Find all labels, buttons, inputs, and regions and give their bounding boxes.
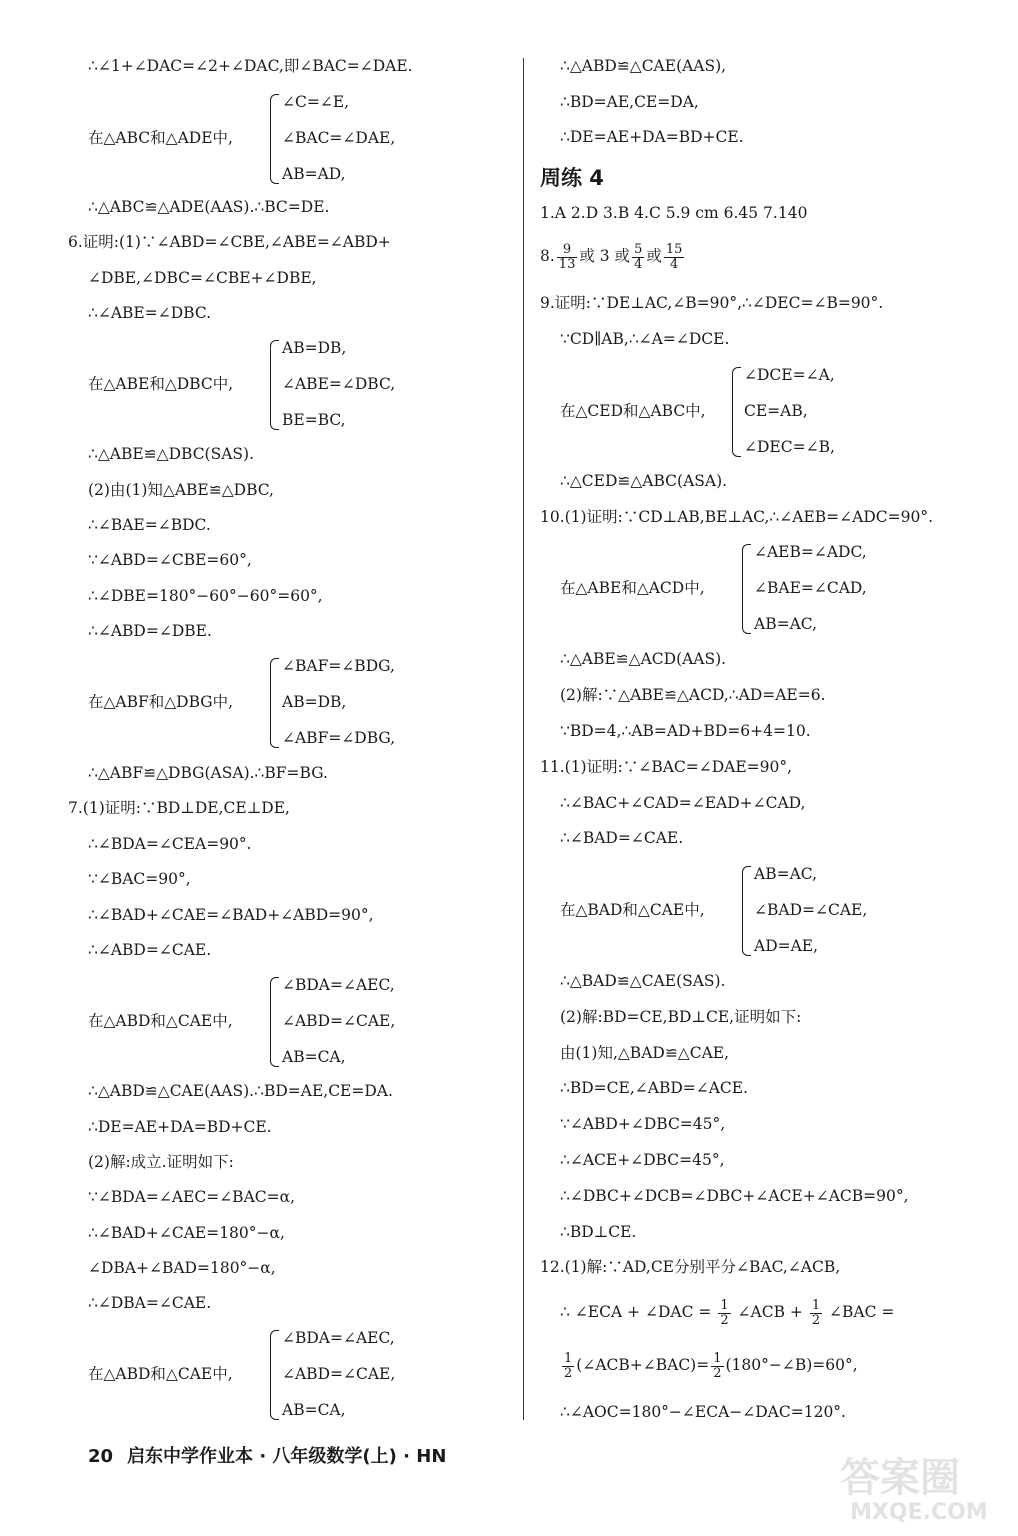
text-line: ∵∠ABD+∠DBC=45°, xyxy=(560,1115,726,1133)
fraction xyxy=(718,1299,730,1328)
system-line: AB=DB, xyxy=(282,693,347,711)
text-line: ∴∠1+∠DAC=∠2+∠DAC,即∠BAC=∠DAE. xyxy=(88,57,413,75)
denominator: 4 xyxy=(634,256,643,272)
text-line: ∴∠ABD=∠CAE. xyxy=(88,941,212,959)
system-line: AB=AC, xyxy=(754,615,817,633)
text: (∠ACB+∠BAC)= xyxy=(576,1356,710,1374)
system-prefix: 在△CED和△ABC中, xyxy=(560,402,706,420)
text-line: ∴∠BAD+∠CAE=∠BAD+∠ABD=90°, xyxy=(88,906,374,924)
system-line: AB=AC, xyxy=(754,865,817,883)
text-line: ∴DE=AE+DA=BD+CE. xyxy=(88,1118,272,1136)
text-line: ∴△ABC≌△ADE(AAS).∴BC=DE. xyxy=(88,198,330,216)
equation-line xyxy=(560,1348,858,1382)
numerator: 1 xyxy=(564,1350,573,1366)
text-line: ∴∠BAD+∠CAE=180°−α, xyxy=(88,1224,285,1242)
text-line: 9.证明:∵DE⊥AC,∠B=90°,∴∠DEC=∠B=90°. xyxy=(540,294,884,312)
system-prefix: 在△BAD和△CAE中, xyxy=(560,901,705,919)
text-line: ∴∠BDA=∠CEA=90°. xyxy=(88,835,252,853)
text: ∴ ∠ECA + ∠DAC = xyxy=(560,1303,712,1321)
system-line: ∠DEC=∠B, xyxy=(744,438,835,456)
column-divider xyxy=(523,58,524,1420)
system-line: ∠ABD=∠CAE, xyxy=(282,1012,396,1030)
system-line: ∠BAD=∠CAE, xyxy=(754,901,868,919)
text-line: ∴∠DBC+∠DCB=∠DBC+∠ACE+∠ACB=90°, xyxy=(560,1187,909,1205)
text-line: (2)解:∵△ABE≌△ACD,∴AD=AE=6. xyxy=(560,686,826,704)
text-line: ∴△BAD≌△CAE(SAS). xyxy=(560,972,726,990)
system-line: ∠BDA=∠AEC, xyxy=(282,1329,395,1347)
text: 或 xyxy=(646,247,662,265)
text-line: ∴△ABF≌△DBG(ASA).∴BF=BG. xyxy=(88,764,328,782)
text-line: ∴△ABE≌△DBC(SAS). xyxy=(88,445,255,463)
denominator: 4 xyxy=(669,256,679,272)
fraction xyxy=(632,243,644,272)
text-line: 由(1)知,△BAD≌△CAE, xyxy=(560,1044,730,1062)
text-line: ∴△ABE≌△ACD(AAS). xyxy=(560,650,727,668)
system-prefix: 在△ABE和△ACD中, xyxy=(560,579,705,597)
system-line: AB=AD, xyxy=(282,165,346,183)
system-line: ∠BAE=∠CAD, xyxy=(754,579,867,597)
text: ∠ACB + xyxy=(737,1303,803,1321)
system-line: AB=CA, xyxy=(282,1048,346,1066)
brace xyxy=(742,866,751,956)
text-line: 12.(1)解:∵AD,CE分别平分∠BAC,∠ACB, xyxy=(540,1258,841,1276)
text-line: ∴BD=CE,∠ABD=∠ACE. xyxy=(560,1079,749,1097)
system-line: ∠BAF=∠BDG, xyxy=(282,657,395,675)
numerator: 9 xyxy=(557,243,578,258)
text-line: ∵BD=4,∴AB=AD+BD=6+4=10. xyxy=(560,722,811,740)
text-line: ∵∠BDA=∠AEC=∠BAC=α, xyxy=(88,1188,296,1206)
equation-line xyxy=(560,1295,894,1329)
text-line: ∵∠ABD=∠CBE=60°, xyxy=(88,551,252,569)
denominator: 2 xyxy=(811,1312,821,1328)
system-prefix: 在△ABF和△DBG中, xyxy=(88,693,234,711)
brace xyxy=(270,977,279,1067)
numerator: 15 xyxy=(665,241,683,257)
text-line: ∴∠ABE=∠DBC. xyxy=(88,304,212,322)
system-line: ∠DCE=∠A, xyxy=(744,366,835,384)
page-footer xyxy=(88,1442,446,1468)
system-line: ∠ABF=∠DBG, xyxy=(282,729,396,747)
brace xyxy=(732,367,741,457)
text-line: ∴BD=AE,CE=DA, xyxy=(560,93,699,111)
denominator: 2 xyxy=(713,1365,722,1381)
system-line: CE=AB, xyxy=(744,402,808,420)
numerator: 1 xyxy=(720,1297,729,1313)
answer-line: 1.A 2.D 3.B 4.C 5.9 cm 6.45 7.140 xyxy=(540,204,808,222)
denominator: 2 xyxy=(564,1365,573,1381)
item-number: 8. xyxy=(540,247,555,265)
system-prefix: 在△ABD和△CAE中, xyxy=(88,1012,233,1030)
system-line: AB=DB, xyxy=(282,339,347,357)
text-line: ∴△ABD≌△CAE(AAS).∴BD=AE,CE=DA. xyxy=(88,1082,393,1100)
system-line: ∠BAC=∠DAE, xyxy=(282,129,396,147)
text-line: (2)解:成立.证明如下: xyxy=(88,1153,234,1171)
book-title: 启东中学作业本 · 八年级数学(上) · HN xyxy=(127,1446,447,1467)
fraction xyxy=(664,243,685,272)
text-line: ∵CD∥AB,∴∠A=∠DCE. xyxy=(560,330,730,348)
numerator: 1 xyxy=(713,1350,722,1366)
brace xyxy=(270,94,279,184)
system-line: AD=AE, xyxy=(754,937,819,955)
section-title: 周练 4 xyxy=(540,166,604,190)
system-line: ∠AEB=∠ADC, xyxy=(754,543,867,561)
text-line: ∴△ABD≌△CAE(AAS), xyxy=(560,57,727,75)
fraction xyxy=(562,1352,574,1381)
text-line: (2)解:BD=CE,BD⊥CE,证明如下: xyxy=(560,1008,802,1026)
text-line: 11.(1)证明:∵∠BAC=∠DAE=90°, xyxy=(540,758,793,776)
text-line: ∴∠BAD=∠CAE. xyxy=(560,829,684,847)
text-line: ∴∠ABD=∠DBE. xyxy=(88,622,212,640)
denominator: 2 xyxy=(720,1312,729,1328)
system-prefix: 在△ABD和△CAE中, xyxy=(88,1365,233,1383)
text-line: ∵∠BAC=90°, xyxy=(88,870,191,888)
watermark-logo: 答案圈 xyxy=(840,1455,960,1501)
system-line: BE=BC, xyxy=(282,411,346,429)
system-line: ∠C=∠E, xyxy=(282,93,350,111)
system-line: ∠ABE=∠DBC, xyxy=(282,375,396,393)
text-line: 10.(1)证明:∵CD⊥AB,BE⊥AC,∴∠AEB=∠ADC=90°. xyxy=(540,508,934,526)
text-line: ∴∠BAE=∠BDC. xyxy=(88,516,211,534)
system-line: ∠BDA=∠AEC, xyxy=(282,976,395,994)
system-prefix: 在△ABC和△ADE中, xyxy=(88,129,233,147)
answer-line-fractions xyxy=(540,240,686,272)
text-line: ∴△CED≌△ABC(ASA). xyxy=(560,472,728,490)
fraction xyxy=(711,1352,723,1381)
fraction xyxy=(810,1299,822,1328)
text-line: ∴∠DBE=180°−60°−60°=60°, xyxy=(88,587,323,605)
text-line: ∴∠AOC=180°−∠ECA−∠DAC=120°. xyxy=(560,1403,846,1421)
text-line: 7.(1)证明:∵BD⊥DE,CE⊥DE, xyxy=(68,799,290,817)
brace xyxy=(270,658,279,748)
text-line: ∴DE=AE+DA=BD+CE. xyxy=(560,128,744,146)
brace xyxy=(742,544,751,634)
numerator: 5 xyxy=(634,241,643,257)
text-line: ∴BD⊥CE. xyxy=(560,1223,637,1241)
brace xyxy=(270,1330,279,1420)
text-line: ∠DBE,∠DBC=∠CBE+∠DBE, xyxy=(88,269,317,287)
text-line: ∴∠ACE+∠DBC=45°, xyxy=(560,1151,725,1169)
system-prefix: 在△ABE和△DBC中, xyxy=(88,375,234,393)
text: ∠BAC = xyxy=(829,1303,895,1321)
text-line: 6.证明:(1)∵∠ABD=∠CBE,∠ABE=∠ABD+ xyxy=(68,233,391,251)
page-number: 20 xyxy=(88,1446,114,1467)
text-line: (2)由(1)知△ABE≌△DBC, xyxy=(88,481,274,499)
numerator: 1 xyxy=(811,1297,821,1313)
system-line: AB=CA, xyxy=(282,1401,346,1419)
system-line: ∠ABD=∠CAE, xyxy=(282,1365,396,1383)
text-line: ∴∠BAC+∠CAD=∠EAD+∠CAD, xyxy=(560,794,806,812)
watermark-site: MXQE.COM xyxy=(850,1500,988,1525)
fraction xyxy=(557,243,578,272)
denominator: 13 xyxy=(558,256,576,272)
brace xyxy=(270,340,279,430)
text: 或 3 或 xyxy=(579,247,631,265)
text-line: ∠DBA+∠BAD=180°−α, xyxy=(88,1259,276,1277)
text: (180°−∠B)=60°, xyxy=(725,1356,858,1374)
text-line: ∴∠DBA=∠CAE. xyxy=(88,1294,212,1312)
